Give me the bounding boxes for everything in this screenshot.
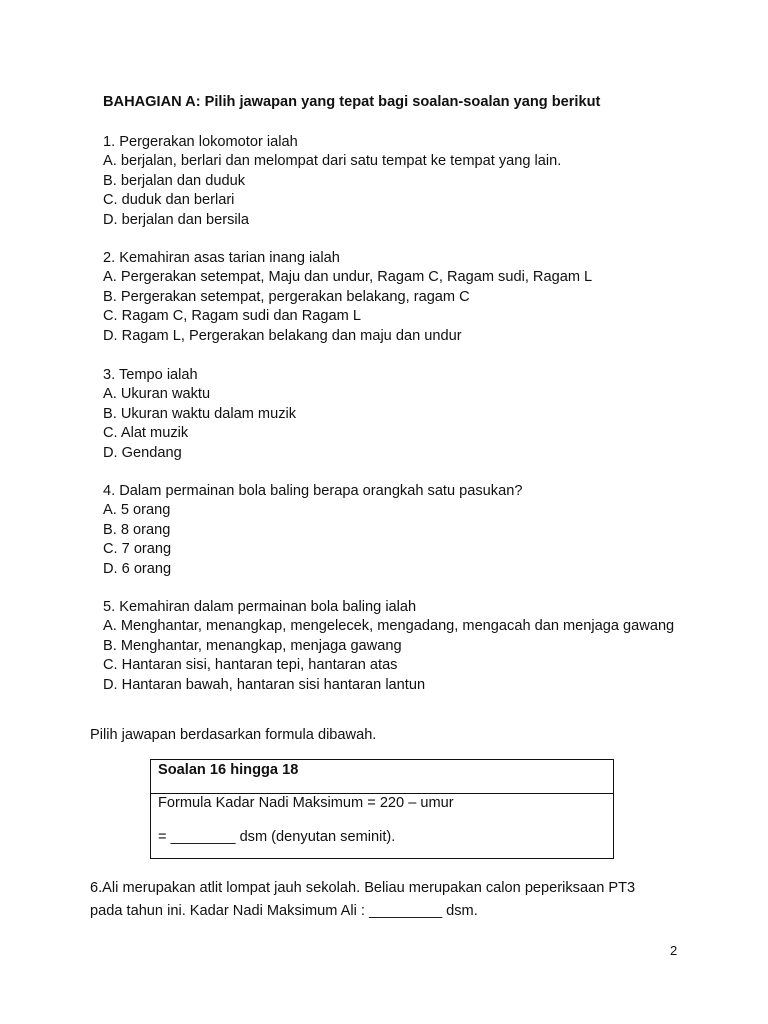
- option-c: C. duduk dan berlari: [103, 192, 235, 209]
- option-b: B. Ukuran waktu dalam muzik: [103, 405, 297, 422]
- question-6: [90, 877, 635, 923]
- question-5: [103, 598, 674, 695]
- option-b: B. Pergerakan setempat, pergerakan belakang, ragam C: [103, 288, 470, 305]
- formula-instruction: Pilih jawapan berdasarkan formula dibawah.: [90, 727, 377, 743]
- question-stem: 1. Pergerakan lokomotor ialah: [103, 134, 298, 150]
- option-d: D. berjalan dan bersila: [103, 211, 250, 228]
- section-heading: BAHAGIAN A: Pilih jawapan yang tepat bagi soalan-soalan yang berikut: [103, 94, 601, 110]
- formula-box-divider: [151, 793, 613, 794]
- question-stem: 2. Kemahiran asas tarian inang ialah: [103, 250, 340, 266]
- question-6-line-1: 6.Ali merupakan atlit lompat jauh sekolah. Beliau merupakan calon peperiksaan PT3: [90, 880, 636, 896]
- question-3: [103, 366, 296, 463]
- option-a: A. berjalan, berlari dan melompat dari satu tempat ke tempat yang lain.: [103, 153, 562, 170]
- option-a: A. Menghantar, menangkap, mengelecek, mengadang, mengacah dan menjaga gawang: [103, 618, 675, 635]
- page-number: 2: [670, 943, 678, 958]
- formula-text: Formula Kadar Nadi Maksimum = 220 – umur: [158, 795, 454, 811]
- option-c: C. Hantaran sisi, hantaran tepi, hantaran atas: [103, 657, 398, 674]
- formula-box-title: Soalan 16 hingga 18: [158, 762, 299, 778]
- option-d: D. Ragam L, Pergerakan belakang dan maju dan undur: [103, 327, 462, 344]
- option-b: B. berjalan dan duduk: [103, 172, 245, 189]
- option-b: B. Menghantar, menangkap, menjaga gawang: [103, 637, 402, 654]
- option-d: D. Hantaran bawah, hantaran sisi hantaran lantun: [103, 676, 426, 693]
- question-2: [103, 249, 592, 346]
- option-a: A. Pergerakan setempat, Maju dan undur, Ragam C, Ragam sudi, Ragam L: [103, 269, 593, 286]
- option-a: A. Ukuran waktu: [103, 386, 211, 403]
- option-c: C. Ragam C, Ragam sudi dan Ragam L: [103, 308, 361, 325]
- question-stem: 5. Kemahiran dalam permainan bola baling ialah: [103, 599, 417, 615]
- formula-box: [150, 759, 614, 859]
- option-b: B. 8 orang: [103, 521, 171, 538]
- option-c: C. 7 orang: [103, 541, 172, 558]
- question-stem: 3. Tempo ialah: [103, 367, 198, 383]
- option-c: C. Alat muzik: [103, 425, 189, 442]
- option-a: A. 5 orang: [103, 502, 171, 519]
- option-d: D. 6 orang: [103, 560, 172, 577]
- question-6-line-2: pada tahun ini. Kadar Nadi Maksimum Ali : _________ dsm.: [90, 903, 478, 919]
- option-d: D. Gendang: [103, 444, 182, 461]
- formula-answer-line: = ________ dsm (denyutan seminit).: [158, 829, 396, 845]
- question-4: [103, 482, 522, 579]
- question-1: [103, 133, 561, 230]
- question-stem: 4. Dalam permainan bola baling berapa orangkah satu pasukan?: [103, 483, 523, 499]
